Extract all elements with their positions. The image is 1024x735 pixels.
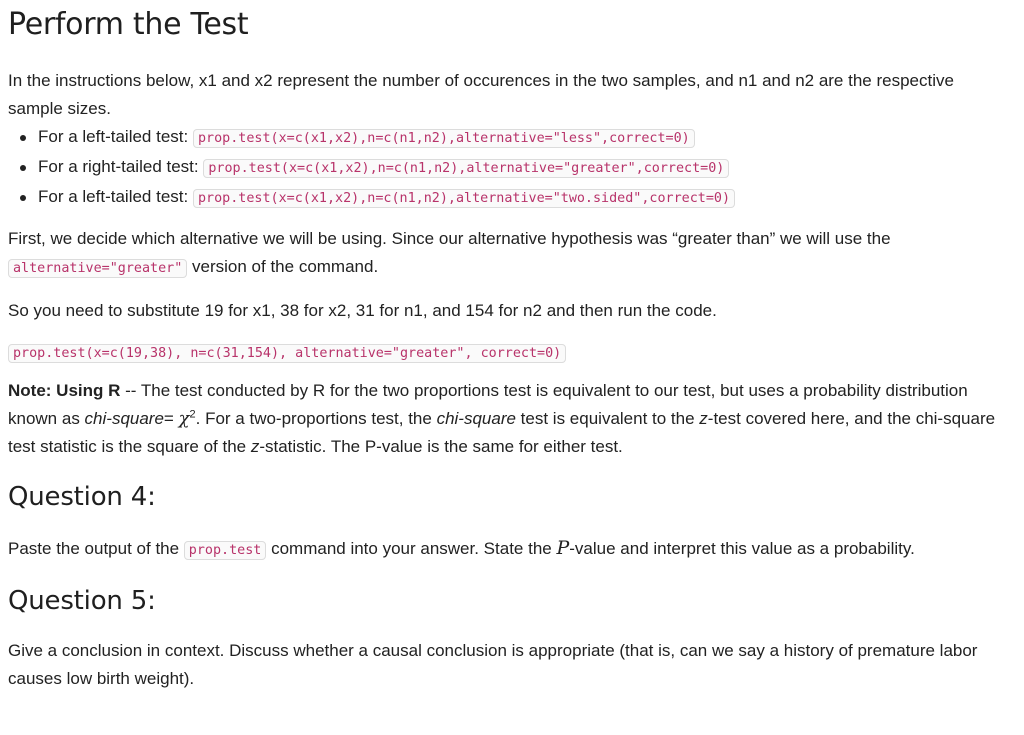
note-text: -- The test conducted by R for the two proportions test is equivalent to our test, but uses a probability distribution known as (8, 381, 968, 428)
note-emphasis: z (699, 409, 708, 428)
command-paragraph (8, 341, 1010, 365)
note-emphasis: chi-square (436, 409, 516, 428)
code-prop-test: prop.test (184, 541, 267, 560)
note-emphasis: chi-square (84, 409, 164, 428)
bullet-icon (20, 195, 26, 201)
note-text: -statistic. The P-value is the same for either test. (259, 437, 623, 456)
note-paragraph (8, 377, 1010, 461)
q4-text: command into your answer. State the (266, 539, 557, 558)
p-variable: P (556, 537, 570, 559)
substitute-paragraph: So you need to substitute 19 for x1, 38 for x2, 31 for n1, and 154 for n2 and then run the code. (8, 301, 717, 320)
decide-text-before: First, we decide which alternative we will be using. Since our alternative hypothesis was “greater than” we will use the (8, 229, 891, 248)
list-item-right-tailed (20, 153, 1010, 183)
decide-paragraph (8, 225, 1010, 283)
code-final-command: prop.test(x=c(19,38), n=c(31,154), alternative="greater", correct=0) (8, 344, 566, 363)
note-label: Note: Using R (8, 381, 121, 400)
note-emphasis: z (250, 437, 260, 456)
bullet-label: For a left-tailed test: (38, 127, 189, 146)
code-two-sided: prop.test(x=c(x1,x2),n=c(n1,n2),alternative="two.sided",correct=0) (193, 189, 735, 208)
page-title: Perform the Test (8, 7, 249, 42)
note-text: test is equivalent to the (515, 409, 700, 428)
note-text: -test covered here, and the chi-square test statistic is the square of the (8, 409, 996, 456)
question-4-text (8, 534, 1010, 565)
q4-text: Paste the output of the (8, 539, 184, 558)
note-text: = (163, 409, 179, 428)
note-text: . For a two-proportions test, the (195, 409, 437, 428)
q4-text: -value and interpret this value as a probability. (569, 539, 915, 558)
question-5-text: Give a conclusion in context. Discuss whether a causal conclusion is appropriate (that is, can we say a history of premature labor causes low birth weight). (8, 641, 978, 688)
code-left-tailed: prop.test(x=c(x1,x2),n=c(n1,n2),alternative="less",correct=0) (193, 129, 695, 148)
bullet-label: For a left-tailed test: (38, 187, 189, 206)
code-alternative-greater: alternative="greater" (8, 259, 187, 278)
test-command-list (8, 123, 1010, 213)
question-4-heading: Question 4: (8, 482, 156, 512)
code-right-tailed: prop.test(x=c(x1,x2),n=c(n1,n2),alternative="greater",correct=0) (203, 159, 729, 178)
intro-paragraph: In the instructions below, x1 and x2 represent the number of occurences in the two samples, and n1 and n2 are the respective sample sizes. (8, 71, 954, 118)
list-item-left-tailed (20, 123, 1010, 153)
list-item-two-sided (20, 183, 1010, 213)
decide-text-after: version of the command. (187, 257, 379, 276)
question-5-heading: Question 5: (8, 586, 156, 616)
bullet-icon (20, 135, 26, 141)
chi-exponent: 2 (189, 408, 196, 421)
bullet-label: For a right-tailed test: (38, 157, 199, 176)
bullet-icon (20, 165, 26, 171)
chi-symbol: χ (178, 408, 190, 429)
